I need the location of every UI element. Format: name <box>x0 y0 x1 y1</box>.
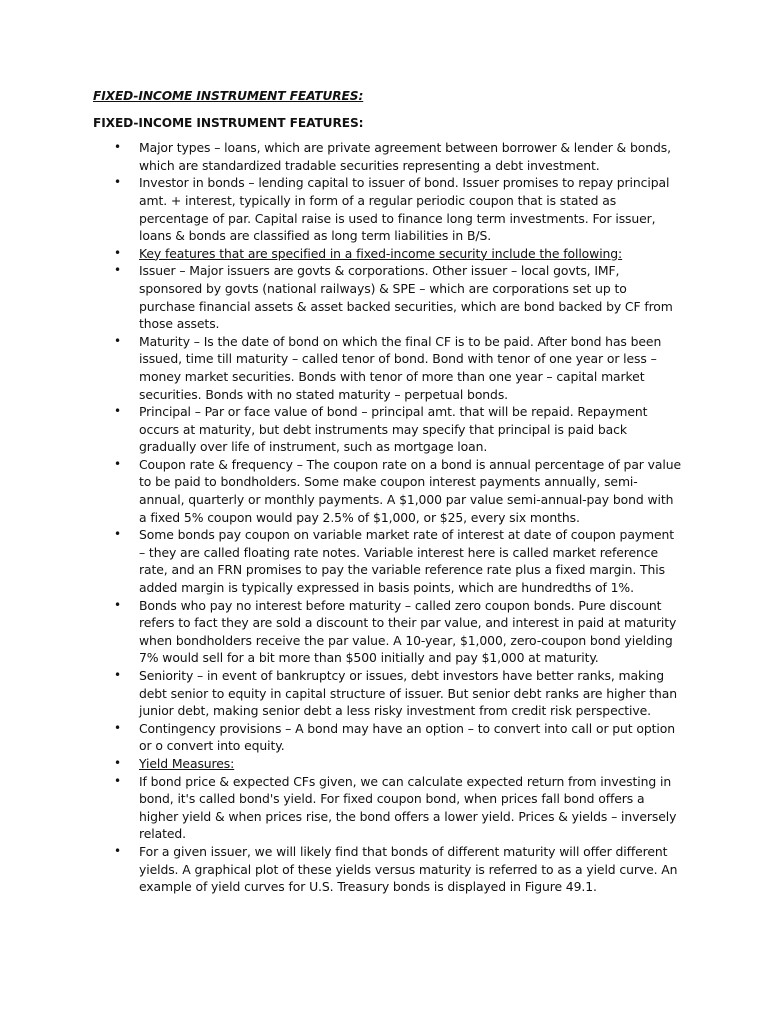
bullet-icon: • <box>114 720 121 735</box>
list-item-text: Maturity – Is the date of bond on which the final CF is to be paid. After bond has been issued, time till maturity – called tenor of bond. Bond with tenor of one year or less – money market securities. Bonds with tenor of more than one year – capital market securities. Bonds with no stated maturity – perpetual bonds. <box>139 333 662 402</box>
bullet-icon: • <box>114 773 121 788</box>
list-item-text: Coupon rate & frequency – The coupon rate on a bond is annual percentage of par value to be paid to bondholders. Some make coupon interest payments annually, semi-annual, quarterly or monthly payments. A $1,000 par value semi-annual-pay bond with a fixed 5% coupon would pay 2.5% of $1,000, or $25, every six months. <box>139 456 681 525</box>
bullet-icon: • <box>114 175 121 190</box>
list-item-text: Major types – loans, which are private agreement between borrower & lender & bonds, which are standardized tradable securities representing a debt investment. <box>139 140 671 173</box>
list-item <box>93 773 683 843</box>
list-item <box>93 139 683 174</box>
bullet-icon: • <box>114 456 121 471</box>
list-item <box>93 262 683 332</box>
list-item <box>93 667 683 720</box>
list-item <box>93 597 683 667</box>
bullet-icon: • <box>114 404 121 419</box>
list-item-text: Bonds who pay no interest before maturity – called zero coupon bonds. Pure discount refers to fact they are sold a discount to their par value, and interest in paid at maturity when bondholders receive the par value. A 10-year, $1,000, zero-coupon bond yielding 7% would sell for a bit more than $500 initially and pay $1,000 at maturity. <box>139 597 677 666</box>
list-item <box>93 526 683 596</box>
bullet-list <box>93 139 683 896</box>
list-item-text: Principal – Par or face value of bond – principal amt. that will be repaid. Repayment occurs at maturity, but debt instruments may specify that principal is paid back gradually over life of instrument, such as mortgage loan. <box>139 404 648 455</box>
list-item-text: Contingency provisions – A bond may have an option – to convert into call or put option or o convert into equity. <box>139 720 675 754</box>
heading-bold: FIXED-INCOME INSTRUMENT FEATURES: <box>93 115 364 130</box>
list-item <box>93 245 683 263</box>
bullet-icon: • <box>114 527 121 542</box>
list-item <box>93 456 683 526</box>
list-item-text: If bond price & expected CFs given, we can calculate expected return from investing in bond, it's called bond's yield. For fixed coupon bond, when prices fall bond offers a higher yield & when prices rise, the bond offers a lower yield. Prices & yields – inversely related. <box>139 773 677 842</box>
bullet-icon: • <box>114 843 121 858</box>
bullet-icon: • <box>114 597 121 612</box>
bullet-icon: • <box>114 755 121 770</box>
list-item-text: Seniority – in event of bankruptcy or issues, debt investors have better ranks, making debt senior to equity in capital structure of issuer. But senior debt ranks are higher than junior debt, making senior debt a less risky investment from credit risk perspective. <box>139 668 678 719</box>
bullet-icon: • <box>114 333 121 348</box>
bullet-icon: • <box>114 140 121 155</box>
list-item-text: Key features that are specified in a fixed-income security include the following: <box>139 245 623 261</box>
list-item-text: For a given issuer, we will likely find that bonds of different maturity will offer different yields. A graphical plot of these yields versus maturity is referred to as a yield curve. An example of yield curves for U.S. Treasury bonds is displayed in Figure 49.1. <box>139 843 678 895</box>
list-item <box>93 403 683 456</box>
list-item <box>93 333 683 403</box>
list-item <box>93 843 683 896</box>
list-item <box>93 755 683 773</box>
list-item-text: Yield Measures: <box>139 755 235 771</box>
bullet-icon: • <box>114 668 121 682</box>
list-item-text: Issuer – Major issuers are govts & corporations. Other issuer – local govts, IMF, sponsored by govts (national railways) & SPE – which are corporations set up to purchase financial assets & asset backed securities, which are bond backed by CF from those assets. <box>139 263 673 332</box>
list-item <box>93 174 683 244</box>
bullet-icon: • <box>114 263 121 278</box>
heading-italic-underlined: FIXED-INCOME INSTRUMENT FEATURES: <box>93 89 364 103</box>
list-item-text: Some bonds pay coupon on variable market rate of interest at date of coupon payment – they are called floating rate notes. Variable interest here is called market reference rate, and an FRN promises to pay the variable reference rate plus a fixed margin. This added margin is typically expressed in basis points, which are hundredths of 1%. <box>139 527 675 596</box>
document-body <box>93 88 683 896</box>
bullet-icon: • <box>114 245 121 260</box>
list-item <box>93 720 683 755</box>
list-item-text: Investor in bonds – lending capital to issuer of bond. Issuer promises to repay principal amt. + interest, typically in form of a regular periodic coupon that is stated as percentage of par. Capital raise is used to finance long term investments. For issuer, loans & bonds are classified as long term liabilities in B/S. <box>139 175 670 244</box>
